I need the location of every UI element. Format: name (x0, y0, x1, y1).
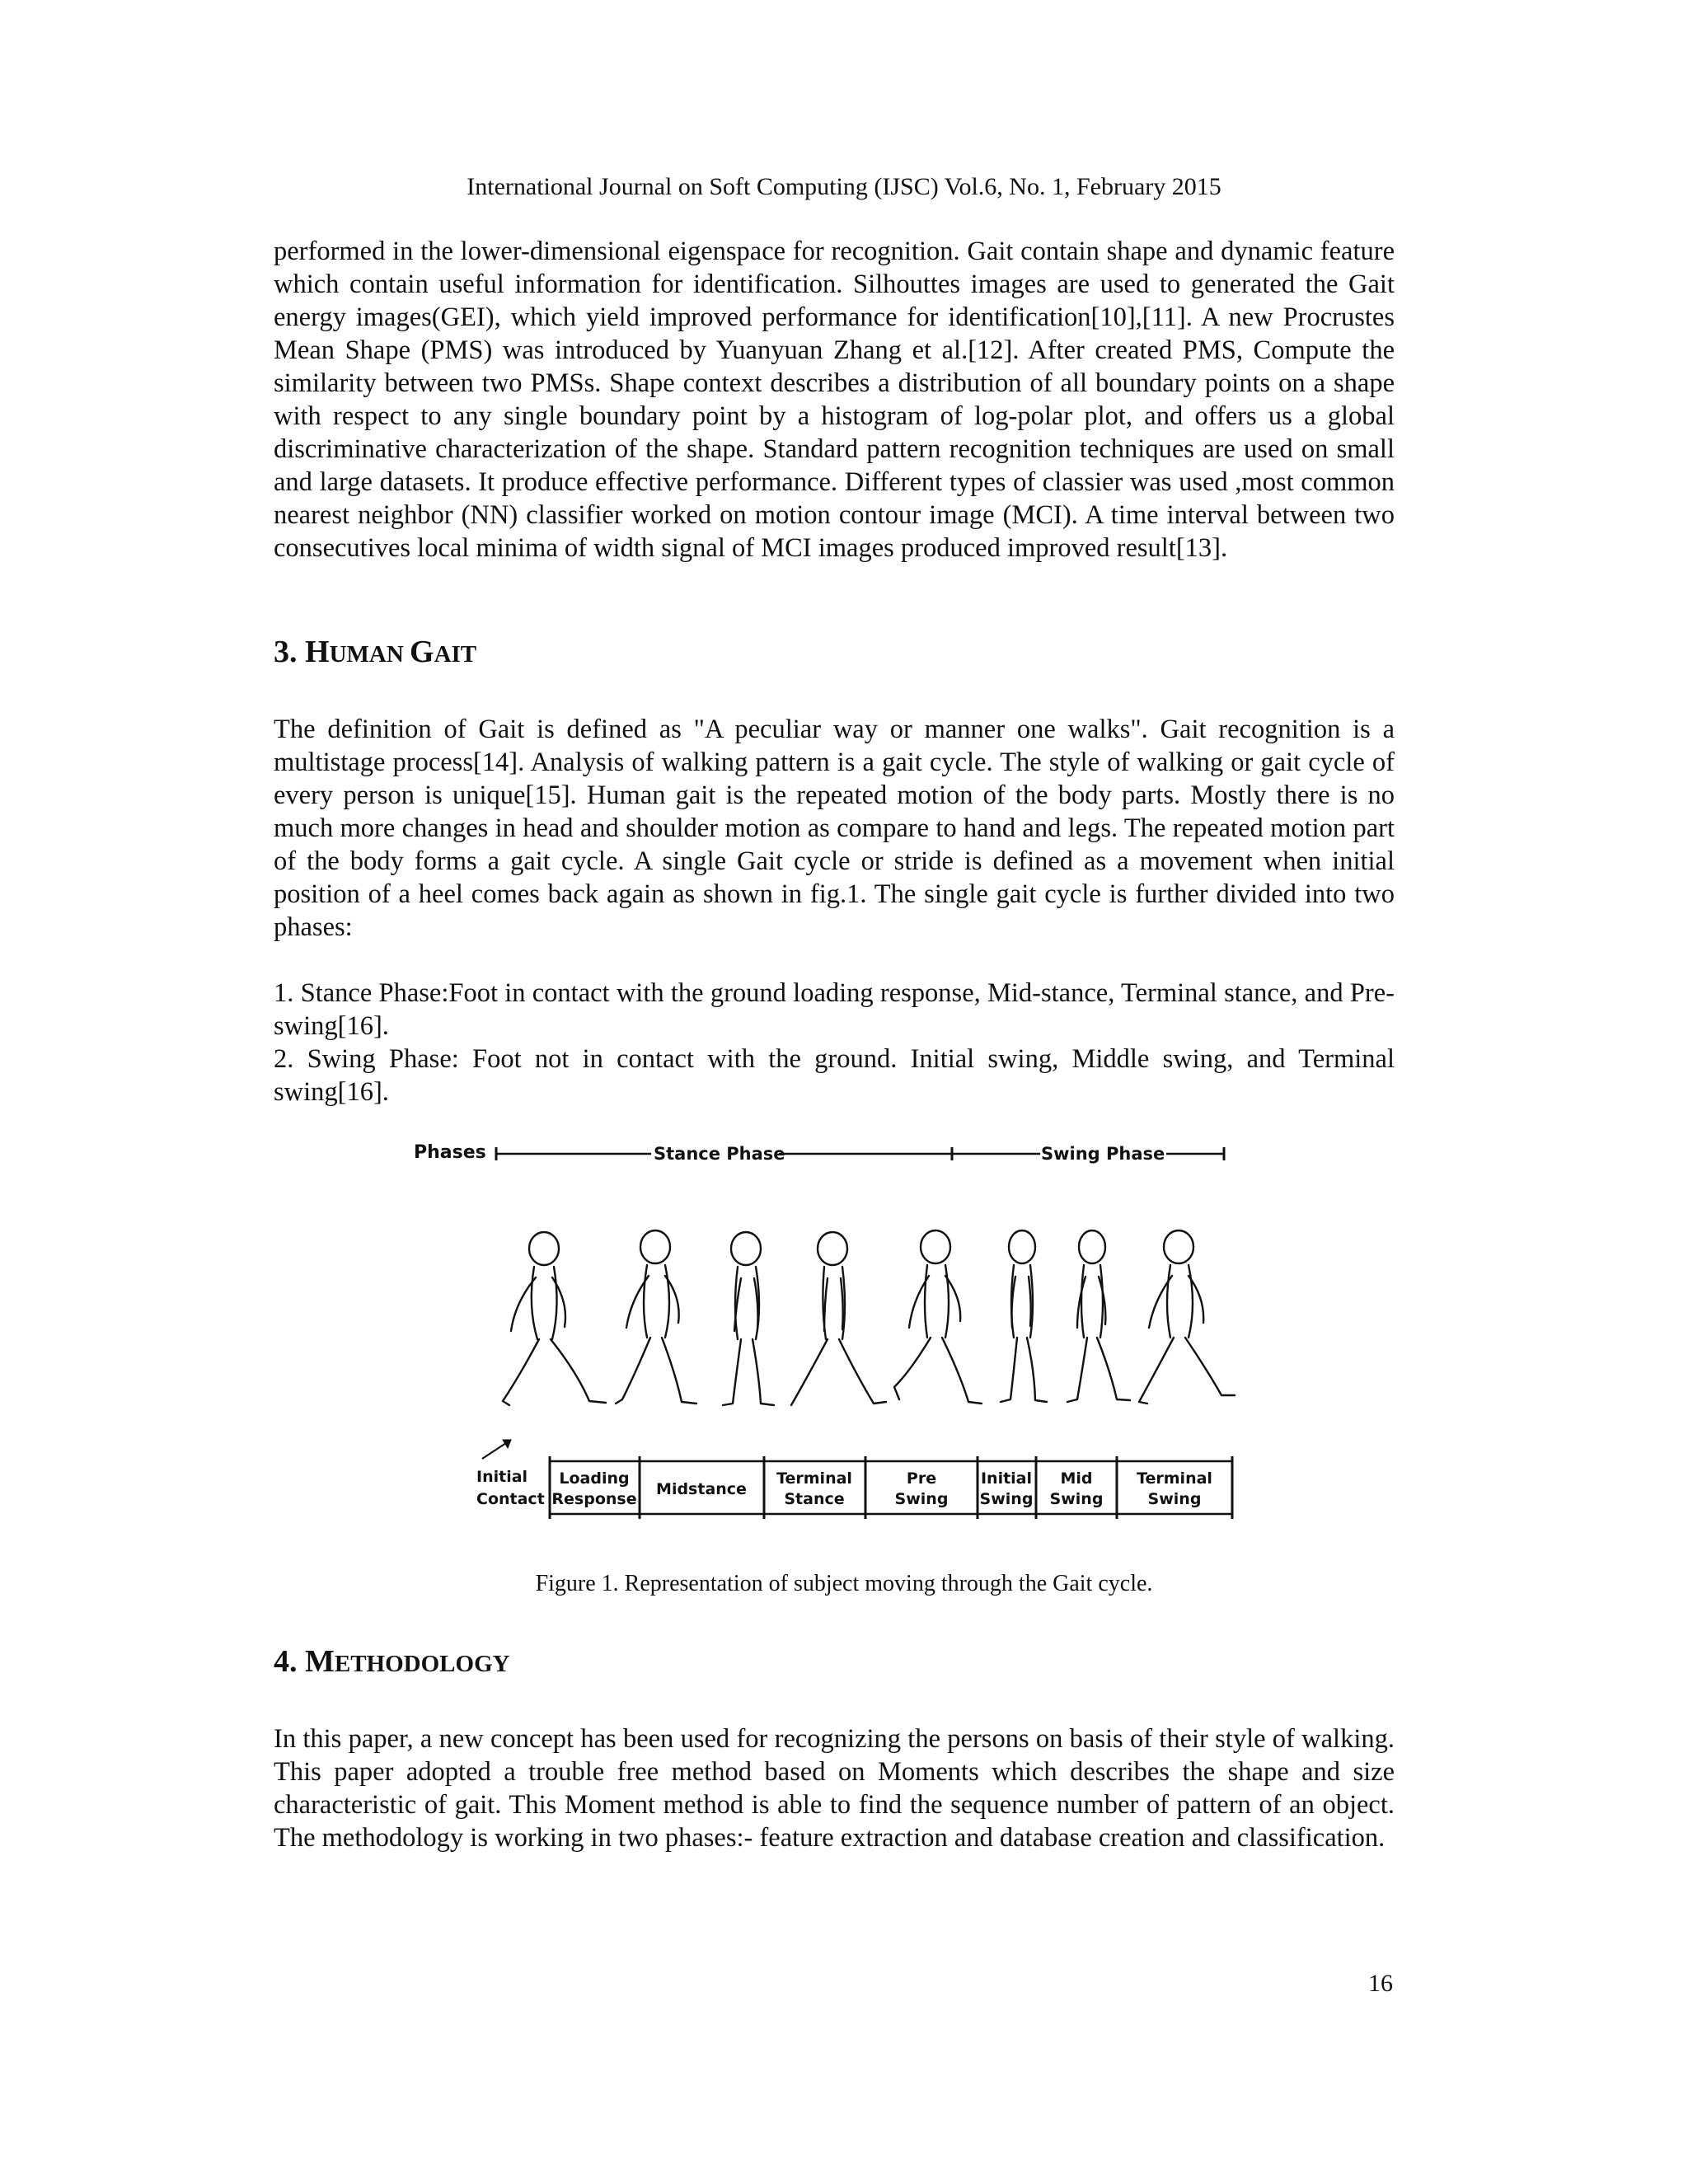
cell-mid-swing-2: Swing (1049, 1490, 1104, 1508)
section-4-body (274, 1722, 1395, 1854)
gait-cycle-diagram (404, 1133, 1261, 1545)
cell-terminal-swing-2: Swing (1147, 1490, 1202, 1508)
figure-pose-5 (894, 1230, 982, 1404)
section-3-title: 3. HUMAN GAIT (274, 635, 477, 669)
walking-figures (503, 1230, 1235, 1405)
section-4-heading-block (274, 1643, 1395, 1683)
cell-pre-swing-1: Pre (906, 1469, 937, 1488)
phase-table (550, 1456, 1232, 1519)
figure-caption: Figure 1. Representation of subject moving through the Gait cycle. (535, 1571, 1153, 1596)
phases-label: Phases (414, 1142, 486, 1163)
cell-initial-swing-2: Swing (979, 1490, 1034, 1508)
section-4-title: 4. METHODOLOGY (274, 1644, 510, 1679)
cell-terminal-swing-1: Terminal (1137, 1469, 1212, 1488)
phase-list (274, 977, 1395, 1108)
swing-phase-label: Swing Phase (1041, 1144, 1165, 1164)
section-4-paragraph: In this paper, a new concept has been used for recognizing the persons on basis of their style of walking. This paper adopted a trouble free method based on Moments which describes the shape and size characteristic of gait. This Moment method is able to find the sequence number of pattern of an object. The methodology is working in two phases:- feature extraction and database creation and classification. (274, 1724, 1395, 1853)
figure-pose-3 (723, 1232, 774, 1405)
cell-loading-1: Loading (559, 1469, 630, 1488)
figure-pose-6 (1001, 1230, 1047, 1402)
running-header: International Journal on Soft Computing (IJSC) Vol.6, No. 1, February 2015 (467, 173, 1221, 200)
page-number: 16 (1368, 1970, 1393, 1997)
section-3-heading-block (274, 633, 1395, 673)
figure-pose-8 (1139, 1230, 1235, 1404)
gait-cycle-figure (404, 1133, 1261, 1545)
cell-midstance: Midstance (656, 1480, 747, 1498)
list-item-stance: 1. Stance Phase:Foot in contact with the ground loading response, Mid-stance, Terminal stance, and Pre-swing[16]. (274, 978, 1395, 1041)
intro-paragraph: performed in the lower-dimensional eigenspace for recognition. Gait contain shape and dynamic feature which contain useful information for identification. Silhouttes images are used to generated the Gait energy images(GEI), which yield improved performance for identification[10],[11]. A new Procrustes Mean Shape (PMS) was introduced by Yuanyuan Zhang et al.[12]. After created PMS, Compute the similarity between two PMSs. Shape context describes a distribution of all boundary points on a shape with respect to any single boundary point by a histogram of log-polar plot, and offers us a global discriminative characterization of the shape. Standard pattern recognition techniques are used on small and large datasets. It produce effective performance. Different types of classier was used ,most common nearest neighbor (NN) classifier worked on motion contour image (MCI). A time interval between two consecutives local minima of width signal of MCI images produced improved result[13]. (274, 237, 1395, 563)
section-3-body (274, 713, 1395, 944)
figure-pose-1 (503, 1232, 606, 1405)
cell-terminal-stance-1: Terminal (776, 1469, 852, 1488)
figure-pose-4 (791, 1232, 886, 1405)
figure-pose-7 (1067, 1230, 1130, 1402)
cell-initial-swing-1: Initial (980, 1469, 1033, 1488)
initial-contact-label-1: Initial (476, 1468, 528, 1486)
cell-mid-swing-1: Mid (1060, 1469, 1093, 1488)
intro-block (274, 235, 1395, 565)
cell-pre-swing-2: Swing (894, 1490, 949, 1508)
initial-contact-label-2: Contact (476, 1490, 545, 1508)
cell-terminal-stance-2: Stance (784, 1490, 845, 1508)
section-3-paragraph: The definition of Gait is defined as "A peculiar way or manner one walks". Gait recognition is a multistage process[14]. Analysis of walking pattern is a gait cycle. The style of walking or gait cycle of every person is unique[15]. Human gait is the repeated motion of the body parts. Mostly there is no much more changes in head and shoulder motion as compare to hand and legs. The repeated motion part of the body forms a gait cycle. A single Gait cycle or stride is defined as a movement when initial position of a heel comes back again as shown in fig.1. The single gait cycle is further divided into two phases: (274, 715, 1395, 942)
figure-pose-2 (616, 1230, 696, 1404)
cell-loading-2: Response (551, 1490, 637, 1508)
list-item-swing: 2. Swing Phase: Foot not in contact with the ground. Initial swing, Middle swing, and Terminal swing[16]. (274, 1044, 1395, 1107)
stance-phase-label: Stance Phase (654, 1144, 785, 1164)
